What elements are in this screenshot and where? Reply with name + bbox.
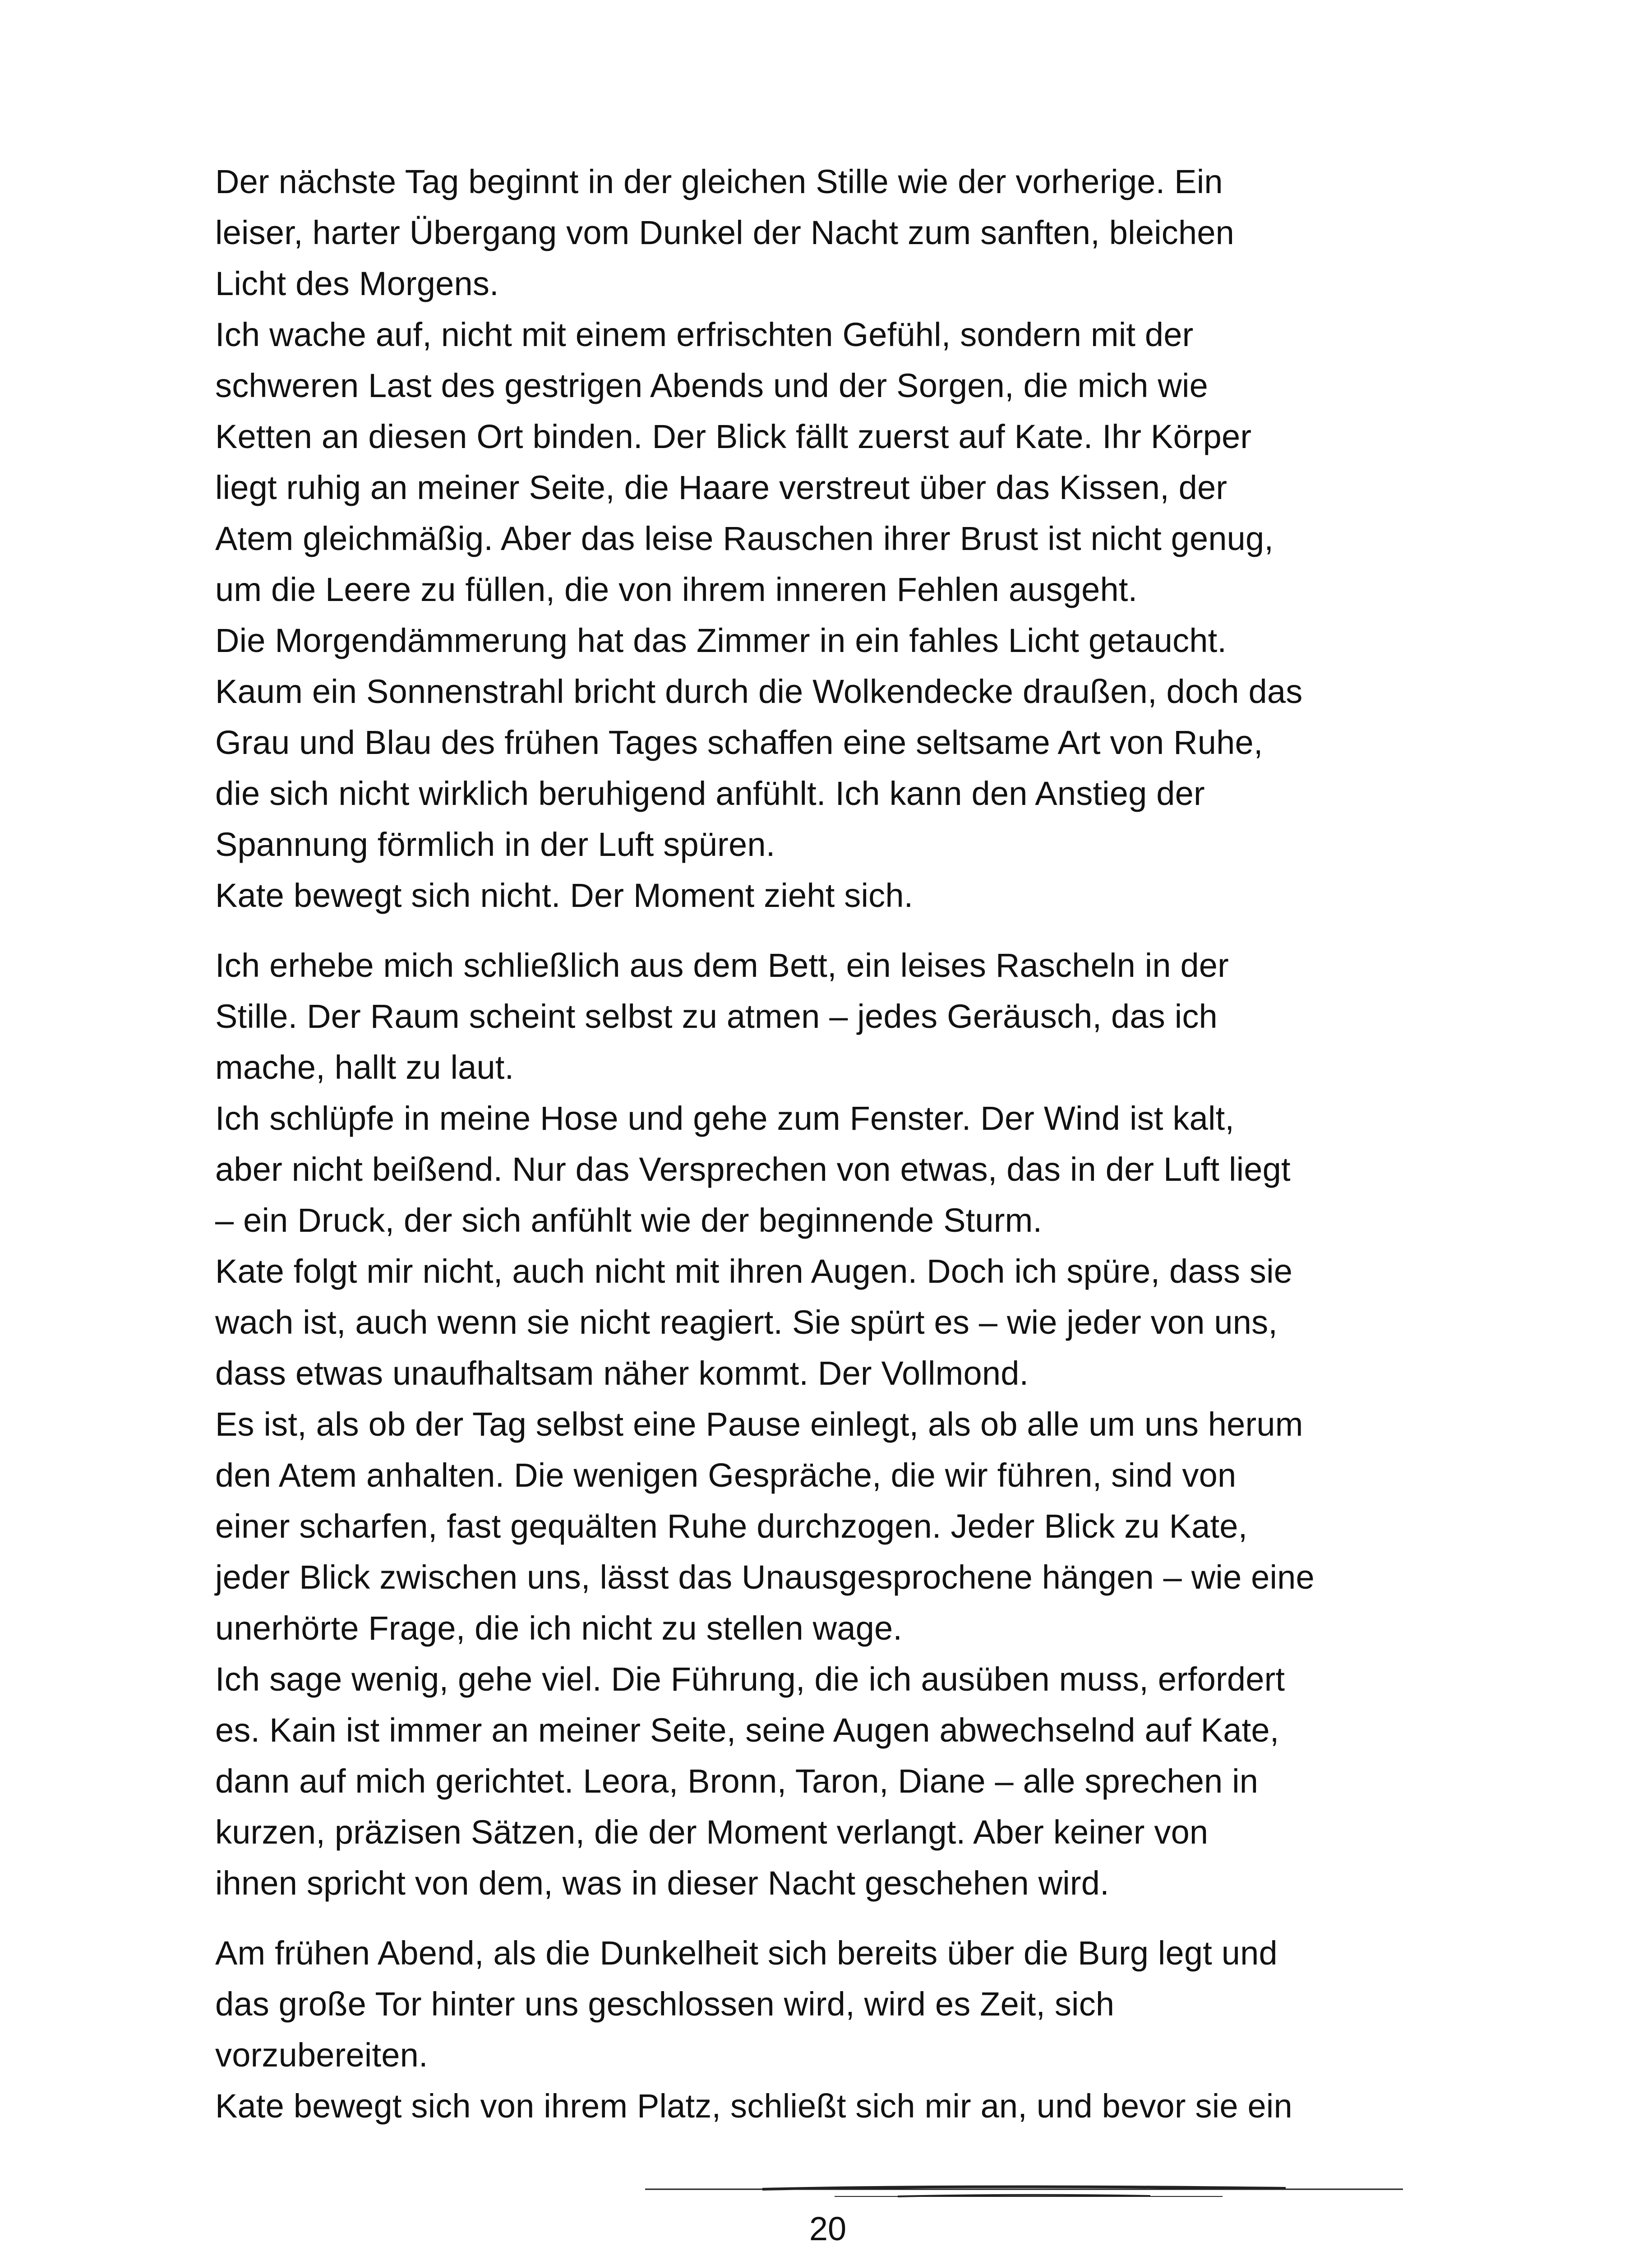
- paragraph: [215, 1654, 1460, 1909]
- text-line: – ein Druck, der sich anfühlt wie der beginnende Sturm.: [215, 1202, 1043, 1239]
- text-line: dann auf mich gerichtet. Leora, Bronn, Taron, Diane – alle sprechen in: [215, 1762, 1259, 1800]
- text-line: um die Leere zu füllen, die von ihrem inneren Fehlen ausgeht.: [215, 571, 1138, 608]
- text-line: leiser, harter Übergang vom Dunkel der Nacht zum sanften, bleichen: [215, 214, 1235, 251]
- paragraph: [215, 1928, 1460, 2080]
- paragraph: [215, 940, 1460, 1093]
- footer-divider: [645, 2184, 1403, 2202]
- text-line: dass etwas unaufhaltsam näher kommt. Der Vollmond.: [215, 1355, 1029, 1392]
- text-line: Stille. Der Raum scheint selbst zu atmen – jedes Geräusch, das ich: [215, 998, 1218, 1035]
- text-line: Ketten an diesen Ort binden. Der Blick fällt zuerst auf Kate. Ihr Körper: [215, 418, 1252, 455]
- text-line: Spannung förmlich in der Luft spüren.: [215, 826, 775, 863]
- text-line: den Atem anhalten. Die wenigen Gespräche, die wir führen, sind von: [215, 1456, 1237, 1494]
- paragraph: [215, 1093, 1460, 1246]
- paragraph: [215, 615, 1460, 870]
- text-line: Der nächste Tag beginnt in der gleichen Stille wie der vorherige. Ein: [215, 163, 1223, 200]
- body-text: [215, 156, 1460, 2131]
- section-gap: [215, 1909, 1460, 1928]
- paragraph: [215, 156, 1460, 309]
- text-line: kurzen, präzisen Sätzen, die der Moment verlangt. Aber keiner von: [215, 1813, 1209, 1851]
- text-line: mache, hallt zu laut.: [215, 1049, 514, 1086]
- text-line: ihnen spricht von dem, was in dieser Nacht geschehen wird.: [215, 1864, 1109, 1902]
- paragraph: [215, 1399, 1460, 1654]
- text-line: wach ist, auch wenn sie nicht reagiert. Sie spürt es – wie jeder von uns,: [215, 1304, 1278, 1341]
- text-line: es. Kain ist immer an meiner Seite, seine Augen abwechselnd auf Kate,: [215, 1711, 1279, 1749]
- text-line: Grau und Blau des frühen Tages schaffen eine seltsame Art von Ruhe,: [215, 724, 1263, 761]
- text-line: vorzubereiten.: [215, 2036, 428, 2074]
- text-line: Kate bewegt sich von ihrem Platz, schließt sich mir an, und bevor sie ein: [215, 2087, 1292, 2125]
- text-line: Die Morgendämmerung hat das Zimmer in ein fahles Licht getaucht.: [215, 622, 1227, 659]
- text-line: Ich erhebe mich schließlich aus dem Bett, ein leises Rascheln in der: [215, 947, 1229, 984]
- text-line: Licht des Morgens.: [215, 265, 499, 302]
- paragraph: [215, 309, 1460, 615]
- text-line: die sich nicht wirklich beruhigend anfühlt. Ich kann den Anstieg der: [215, 775, 1205, 812]
- text-line: schweren Last des gestrigen Abends und der Sorgen, die mich wie: [215, 367, 1209, 404]
- text-line: Ich sage wenig, gehe viel. Die Führung, die ich ausüben muss, erfordert: [215, 1660, 1285, 1698]
- text-line: das große Tor hinter uns geschlossen wird, wird es Zeit, sich: [215, 1985, 1115, 2023]
- text-line: aber nicht beißend. Nur das Versprechen von etwas, das in der Luft liegt: [215, 1151, 1291, 1188]
- text-line: Am frühen Abend, als die Dunkelheit sich bereits über die Burg legt und: [215, 1934, 1278, 1972]
- text-line: Kate bewegt sich nicht. Der Moment zieht sich.: [215, 877, 914, 914]
- page-number: 20: [809, 2210, 847, 2247]
- text-line: jeder Blick zwischen uns, lässt das Unausgesprochene hängen – wie eine: [215, 1558, 1315, 1596]
- paragraph: [215, 1246, 1460, 1399]
- text-line: Es ist, als ob der Tag selbst eine Pause einlegt, als ob alle um uns herum: [215, 1405, 1303, 1443]
- text-line: Atem gleichmäßig. Aber das leise Rauschen ihrer Brust ist nicht genug,: [215, 520, 1274, 557]
- text-line: unerhörte Frage, die ich nicht zu stellen wage.: [215, 1609, 903, 1647]
- text-line: Kaum ein Sonnenstrahl bricht durch die Wolkendecke draußen, doch das: [215, 673, 1303, 710]
- paragraph: [215, 870, 1460, 921]
- text-line: liegt ruhig an meiner Seite, die Haare verstreut über das Kissen, der: [215, 469, 1227, 506]
- paragraph: [215, 2080, 1460, 2131]
- text-line: Ich wache auf, nicht mit einem erfrischten Gefühl, sondern mit der: [215, 316, 1194, 353]
- section-gap: [215, 921, 1460, 940]
- text-line: Ich schlüpfe in meine Hose und gehe zum Fenster. Der Wind ist kalt,: [215, 1100, 1235, 1137]
- text-line: Kate folgt mir nicht, auch nicht mit ihren Augen. Doch ich spüre, dass sie: [215, 1253, 1293, 1290]
- text-line: einer scharfen, fast gequälten Ruhe durchzogen. Jeder Blick zu Kate,: [215, 1507, 1248, 1545]
